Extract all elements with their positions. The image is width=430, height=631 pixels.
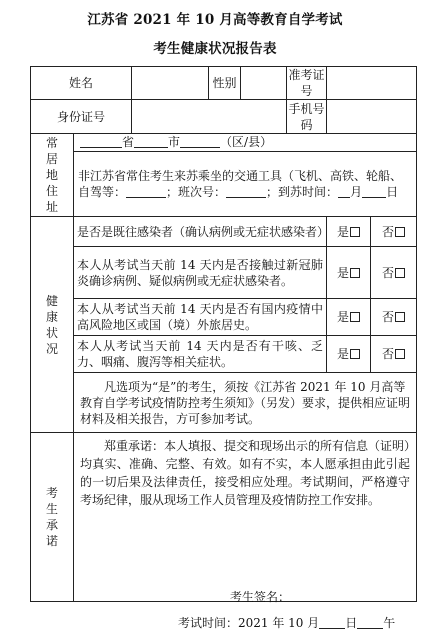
health-q4-yes[interactable]: 是 bbox=[327, 336, 371, 373]
health-notice-text: 凡选项为“是”的考生，须按《江苏省 2021 年 10 月高等教育自学考试疫情防控考生须知》（另发）要求，提供相应证明材料及相关报告，方可参加考试。 bbox=[74, 373, 417, 433]
health-question-row bbox=[31, 336, 417, 373]
promise-row bbox=[31, 433, 417, 602]
health-question-row bbox=[31, 217, 417, 247]
health-question-3: 本人从考试当天前 14 天内是否有国内疫情中高风险地区或国（境）外旅居史。 bbox=[74, 299, 327, 336]
promise-cell bbox=[74, 433, 417, 630]
gender-value-cell[interactable] bbox=[241, 67, 287, 100]
checkbox-icon[interactable] bbox=[350, 227, 360, 237]
checkbox-icon[interactable] bbox=[350, 349, 360, 359]
row-name bbox=[31, 67, 417, 100]
checkbox-icon[interactable] bbox=[395, 349, 405, 359]
name-value-cell[interactable] bbox=[132, 67, 209, 100]
health-q2-no[interactable]: 否 bbox=[371, 247, 417, 299]
row-residence-address bbox=[31, 134, 417, 152]
checkbox-icon[interactable] bbox=[395, 227, 405, 237]
health-q1-no[interactable]: 否 bbox=[371, 217, 417, 247]
checkbox-icon[interactable] bbox=[395, 312, 405, 322]
promise-label: 考 生 承 诺 bbox=[31, 433, 74, 602]
health-question-row bbox=[31, 299, 417, 336]
health-q1-yes[interactable]: 是 bbox=[327, 217, 371, 247]
name-label: 姓名 bbox=[31, 67, 132, 100]
row-id bbox=[31, 100, 417, 134]
id-no-label: 身份证号 bbox=[31, 100, 132, 134]
health-label: 健 康 状 况 bbox=[31, 217, 74, 433]
form-title-line2: 考生健康状况报告表 bbox=[153, 41, 277, 57]
signature-field[interactable]: 考生签名： bbox=[230, 590, 291, 604]
health-question-2: 本人从考试当天前 14 天内是否接触过新冠肺炎确诊病例、疑似病例或无症状感染者。 bbox=[74, 247, 327, 299]
id-no-value-cell[interactable] bbox=[132, 100, 287, 134]
health-q2-yes[interactable]: 是 bbox=[327, 247, 371, 299]
exam-no-label: 准考证号 bbox=[288, 68, 325, 98]
transport-cell[interactable]: 非江苏省常住考生来苏乘坐的交通工具（飞机、高铁、轮船、自驾等： ；班次号： ；到苏时间： 月 日 bbox=[74, 152, 417, 217]
phone-label: 手机号码 bbox=[288, 101, 325, 132]
checkbox-icon[interactable] bbox=[350, 312, 360, 322]
health-question-1: 是否是既往感染者（确认病例或无症状感染者） bbox=[74, 217, 327, 247]
health-q4-no[interactable]: 否 bbox=[371, 336, 417, 373]
form-title-line1: 江苏省 2021 年 10 月高等教育自学考试 bbox=[87, 12, 343, 28]
row-residence-transport bbox=[31, 152, 417, 217]
health-notice-row bbox=[31, 373, 417, 433]
phone-value-cell[interactable] bbox=[327, 100, 417, 134]
health-q3-no[interactable]: 否 bbox=[371, 299, 417, 336]
health-question-row bbox=[31, 247, 417, 299]
residence-label: 常 居 地 住 址 bbox=[31, 134, 74, 217]
health-question-4: 本人从考试当天前 14 天内是否有干咳、乏力、咽痛、腹泻等相关症状。 bbox=[74, 336, 327, 373]
exam-date-field[interactable]: 考试时间：2021 年 10 月 日 午 bbox=[178, 616, 396, 630]
residence-address-cell[interactable]: 省 市 （区/县） bbox=[74, 134, 417, 152]
exam-no-value-cell[interactable] bbox=[327, 67, 417, 100]
checkbox-icon[interactable] bbox=[395, 268, 405, 278]
health-q3-yes[interactable]: 是 bbox=[327, 299, 371, 336]
gender-label: 性别 bbox=[209, 67, 241, 100]
checkbox-icon[interactable] bbox=[350, 268, 360, 278]
health-report-table bbox=[30, 66, 417, 630]
promise-text: 郑重承诺：本人填报、提交和现场出示的所有信息（证明）均真实、准确、完整、有效。如有不实，本人愿承担由此引起的一切后果及法律责任，接受相应处理。考试期间，严格遵守考场纪律，服从现场工作人员管理及疫情防控工作安排。 bbox=[80, 439, 411, 507]
